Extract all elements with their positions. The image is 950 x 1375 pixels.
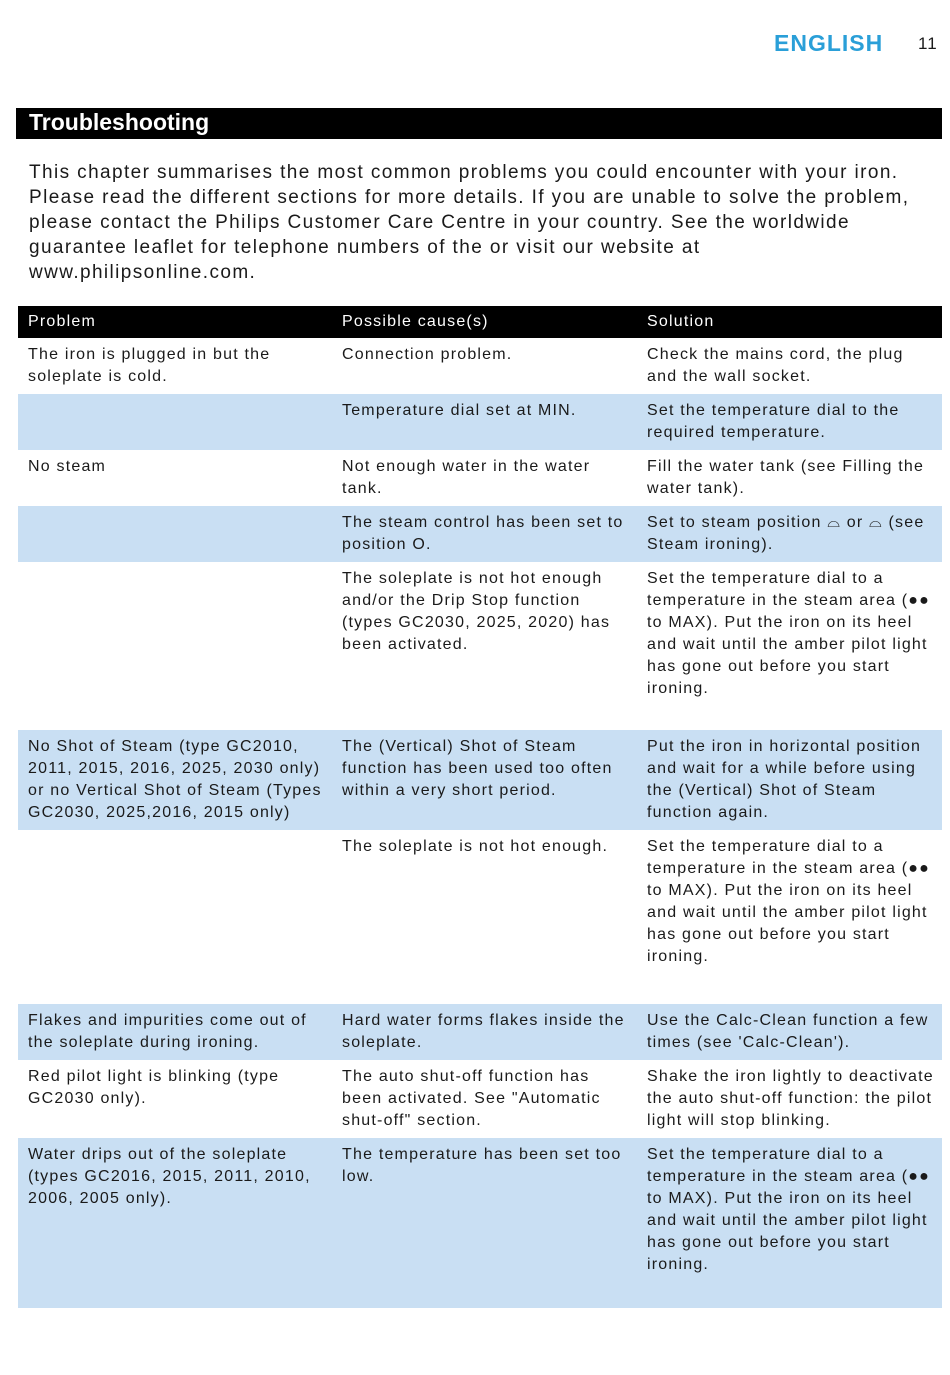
problem-cell bbox=[18, 394, 332, 450]
row-spacer bbox=[18, 706, 942, 730]
cause-cell: Not enough water in the water tank. bbox=[342, 458, 591, 497]
cause-cell: The temperature has been set too low. bbox=[342, 1146, 622, 1185]
header-problem: Problem bbox=[28, 313, 96, 330]
solution-cell: Set the temperature dial to the required temperature. bbox=[647, 402, 900, 441]
solution-cell: Set the temperature dial to a temperature in the steam area (●● to MAX). Put the iron on its heel and wait until the amber pilot light has gone out before you start ironing. bbox=[647, 838, 931, 965]
table-row bbox=[18, 730, 942, 830]
problem-cell: Red pilot light is blinking (type GC2030 only). bbox=[28, 1068, 280, 1107]
solution-cell: Use the Calc-Clean function a few times (see 'Calc-Clean'). bbox=[647, 1012, 929, 1051]
problem-cell: No steam bbox=[28, 458, 107, 475]
section-title: Troubleshooting bbox=[29, 109, 210, 135]
problem-cell: The iron is plugged in but the soleplate is cold. bbox=[28, 346, 271, 385]
table-row bbox=[18, 1138, 942, 1308]
problem-cell bbox=[18, 562, 332, 706]
cause-cell: Hard water forms flakes inside the soleplate. bbox=[342, 1012, 625, 1051]
table-row bbox=[18, 1060, 942, 1138]
solution-cell: Shake the iron lightly to deactivate the auto shut-off function: the pilot light will stop blinking. bbox=[647, 1068, 934, 1129]
problem-cell: Flakes and impurities come out of the soleplate during ironing. bbox=[28, 1012, 307, 1051]
solution-cell: Check the mains cord, the plug and the wall socket. bbox=[647, 346, 904, 385]
table-row bbox=[18, 506, 942, 562]
cause-cell: The soleplate is not hot enough. bbox=[342, 838, 609, 855]
cause-cell: The steam control has been set to position O. bbox=[342, 514, 624, 553]
solution-cell: Set the temperature dial to a temperature in the steam area (●● to MAX). Put the iron on its heel and wait until the amber pilot light has gone out before you start ironing. bbox=[647, 570, 931, 697]
table-header bbox=[18, 306, 942, 338]
cause-cell: Temperature dial set at MIN. bbox=[342, 402, 577, 419]
problem-cell: Water drips out of the soleplate (types GC2016, 2015, 2011, 2010, 2006, 2005 only). bbox=[28, 1146, 311, 1207]
problem-cell: No Shot of Steam (type GC2010, 2011, 2015, 2016, 2025, 2030 only) or no Vertical Shot of Steam (Types GC2030, 2025,2016, 2015 only) bbox=[28, 738, 322, 821]
header-solution: Solution bbox=[647, 313, 715, 330]
table-row bbox=[18, 830, 942, 974]
cause-cell: Connection problem. bbox=[342, 346, 513, 363]
table-row bbox=[18, 394, 942, 450]
page-number: 11 bbox=[918, 34, 938, 53]
table-row bbox=[18, 338, 942, 394]
language-label: ENGLISH bbox=[774, 30, 884, 56]
row-spacer bbox=[18, 974, 942, 1004]
table-row bbox=[18, 1004, 942, 1060]
solution-cell: Set the temperature dial to a temperature in the steam area (●● to MAX). Put the iron on its heel and wait until the amber pilot light has gone out before you start ironing. bbox=[647, 1146, 931, 1273]
cause-cell: The auto shut-off function has been activated. See "Automatic shut-off" section. bbox=[342, 1068, 601, 1129]
problem-cell bbox=[18, 506, 332, 562]
header-cause: Possible cause(s) bbox=[342, 313, 489, 330]
solution-cell: Put the iron in horizontal position and wait for a while before using the (Vertical) Shot of Steam function again. bbox=[647, 738, 922, 821]
problem-cell bbox=[18, 830, 332, 974]
troubleshooting-table bbox=[18, 306, 942, 1308]
solution-cell: Set to steam position ⌓ or ⌓ (see Steam ironing). bbox=[647, 514, 925, 553]
cause-cell: The (Vertical) Shot of Steam function has been used too often within a very short period. bbox=[342, 738, 613, 799]
table-row bbox=[18, 450, 942, 506]
cause-cell: The soleplate is not hot enough and/or the Drip Stop function (types GC2030, 2025, 2020) has been activated. bbox=[342, 570, 611, 653]
table-row bbox=[18, 562, 942, 706]
section-title-bar bbox=[16, 108, 942, 139]
intro-paragraph: This chapter summarises the most common problems you could encounter with your iron. Please read the different sections for more details. If you are unable to solve the problem, please contact the Philips Customer Care Centre in your country. See the worldwide guarantee leaflet for telephone numbers of the or visit our website at www.philipsonline.com. bbox=[29, 162, 910, 283]
solution-cell: Fill the water tank (see Filling the water tank). bbox=[647, 458, 925, 497]
